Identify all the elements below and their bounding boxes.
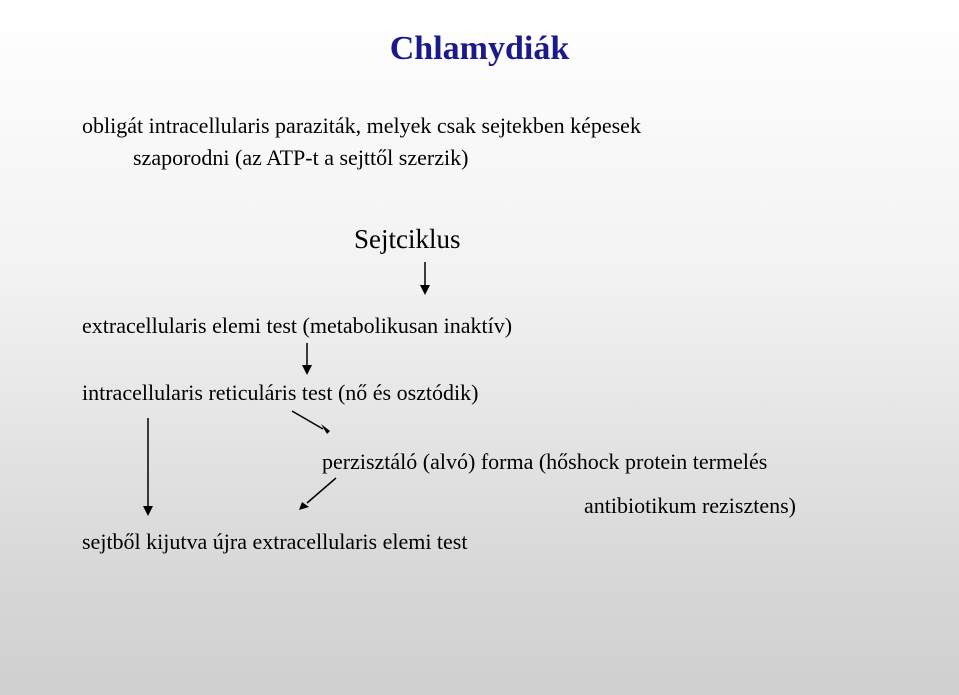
cycle-heading: Sejtciklus bbox=[354, 224, 461, 254]
persistent-form: perzisztáló (alvó) forma (hőshock protein termelés bbox=[322, 449, 768, 474]
slide-title: Chlamydiák bbox=[389, 30, 570, 67]
extracellular-stage: extracellularis elemi test (metabolikusan inaktív) bbox=[82, 313, 513, 338]
arrow-persistent-to-exit bbox=[299, 478, 336, 510]
arrow-cycle-to-extracellular bbox=[420, 262, 430, 295]
intro-line-2: szaporodni (az ATP-t a sejttől szerzik) bbox=[133, 145, 469, 170]
arrow-intracellular-to-persistent bbox=[292, 411, 330, 434]
exit-stage: sejtből kijutva újra extracellularis elemi test bbox=[82, 529, 468, 554]
intracellular-stage: intracellularis reticuláris test (nő és osztódik) bbox=[82, 380, 479, 405]
antibiotic-note: antibiotikum rezisztens) bbox=[584, 493, 796, 518]
arrow-intracellular-to-exit bbox=[143, 418, 153, 516]
intro-line-1: obligát intracellularis paraziták, melyek csak sejtekben képesek bbox=[82, 113, 641, 138]
arrow-extracellular-to-intracellular bbox=[302, 343, 312, 375]
